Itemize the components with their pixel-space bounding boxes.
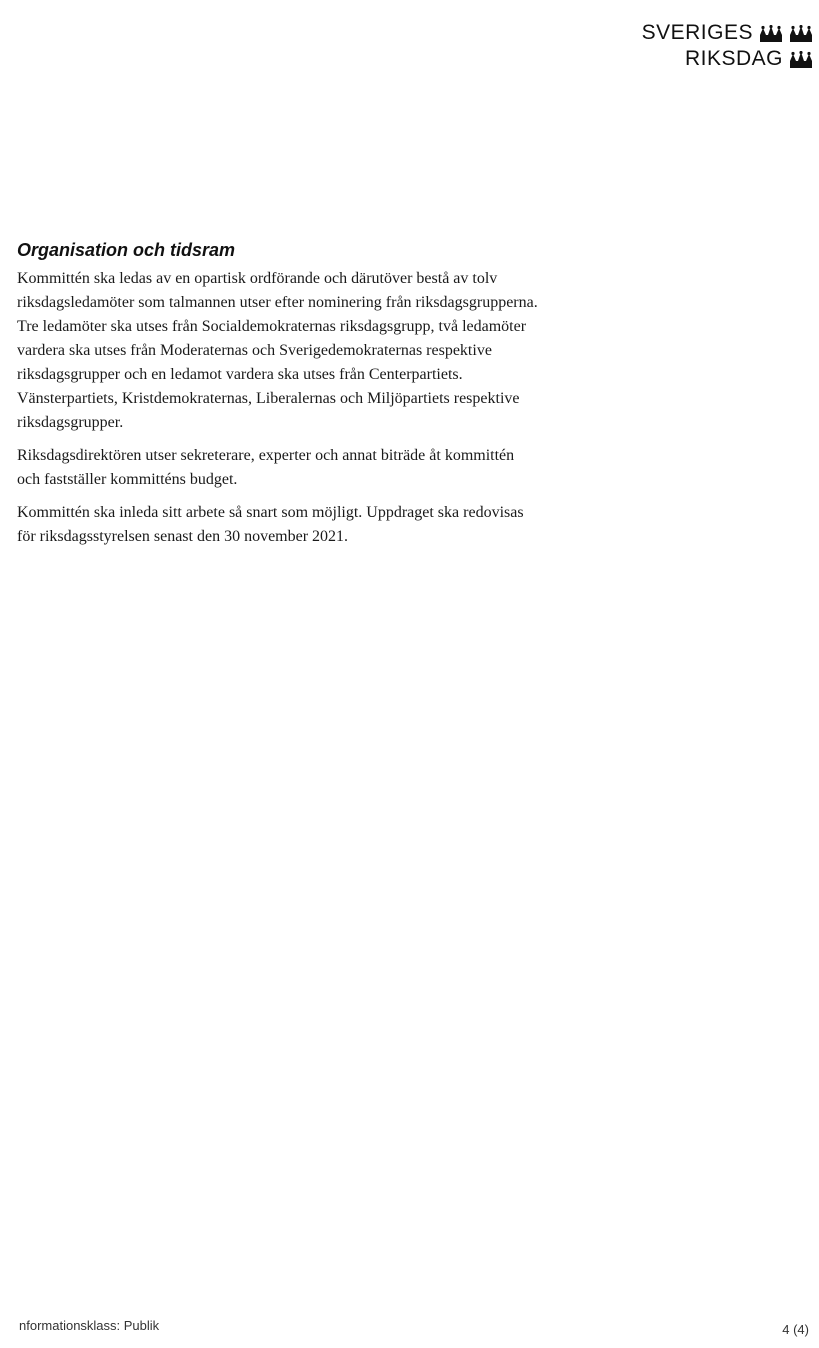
- paragraph-timeline: Kommittén ska inleda sitt arbete så snart som möjligt. Uppdraget ska redovisas för riksdagsstyrelsen senast den 30 november 2021.: [17, 504, 524, 545]
- classification-label: nformationsklass: Publik: [19, 1318, 160, 1333]
- crown-icon: [759, 25, 783, 43]
- section-heading: Organisation och tidsram: [17, 240, 236, 260]
- logo-line-2: [685, 48, 813, 69]
- logo-line-1: [642, 22, 813, 43]
- crown-icon: [789, 51, 813, 69]
- logo-text-riksdag: RIKSDAG: [684, 47, 783, 70]
- page-number: 4 (4): [782, 1322, 809, 1337]
- riksdag-logo: [613, 22, 813, 78]
- organisation-section: [17, 240, 637, 558]
- crown-icon: [789, 25, 813, 43]
- paragraph-secretariat: Riksdagsdirektören utser sekreterare, experter och annat biträde åt kommittén och fastställer kommitténs budget.: [17, 447, 515, 488]
- logo-text-sveriges: SVERIGES: [641, 21, 753, 44]
- paragraph-composition: Kommittén ska ledas av en opartisk ordförande och därutöver bestå av tolv riksdagsledamöter som talmannen utser efter nominering från riksdagsgrupperna. Tre ledamöter ska utses från Socialdemokraternas riksdagsgrupp, två ledamöter vardera ska utses från Moderaternas och Sverigedemokraternas respektive riksdagsgrupper och en ledamot vardera ska utses från Centerpartiets. Vänsterpartiets, Kristdemokraternas, Liberalernas och Miljöpartiets respektive riksdagsgrupper.: [17, 270, 538, 431]
